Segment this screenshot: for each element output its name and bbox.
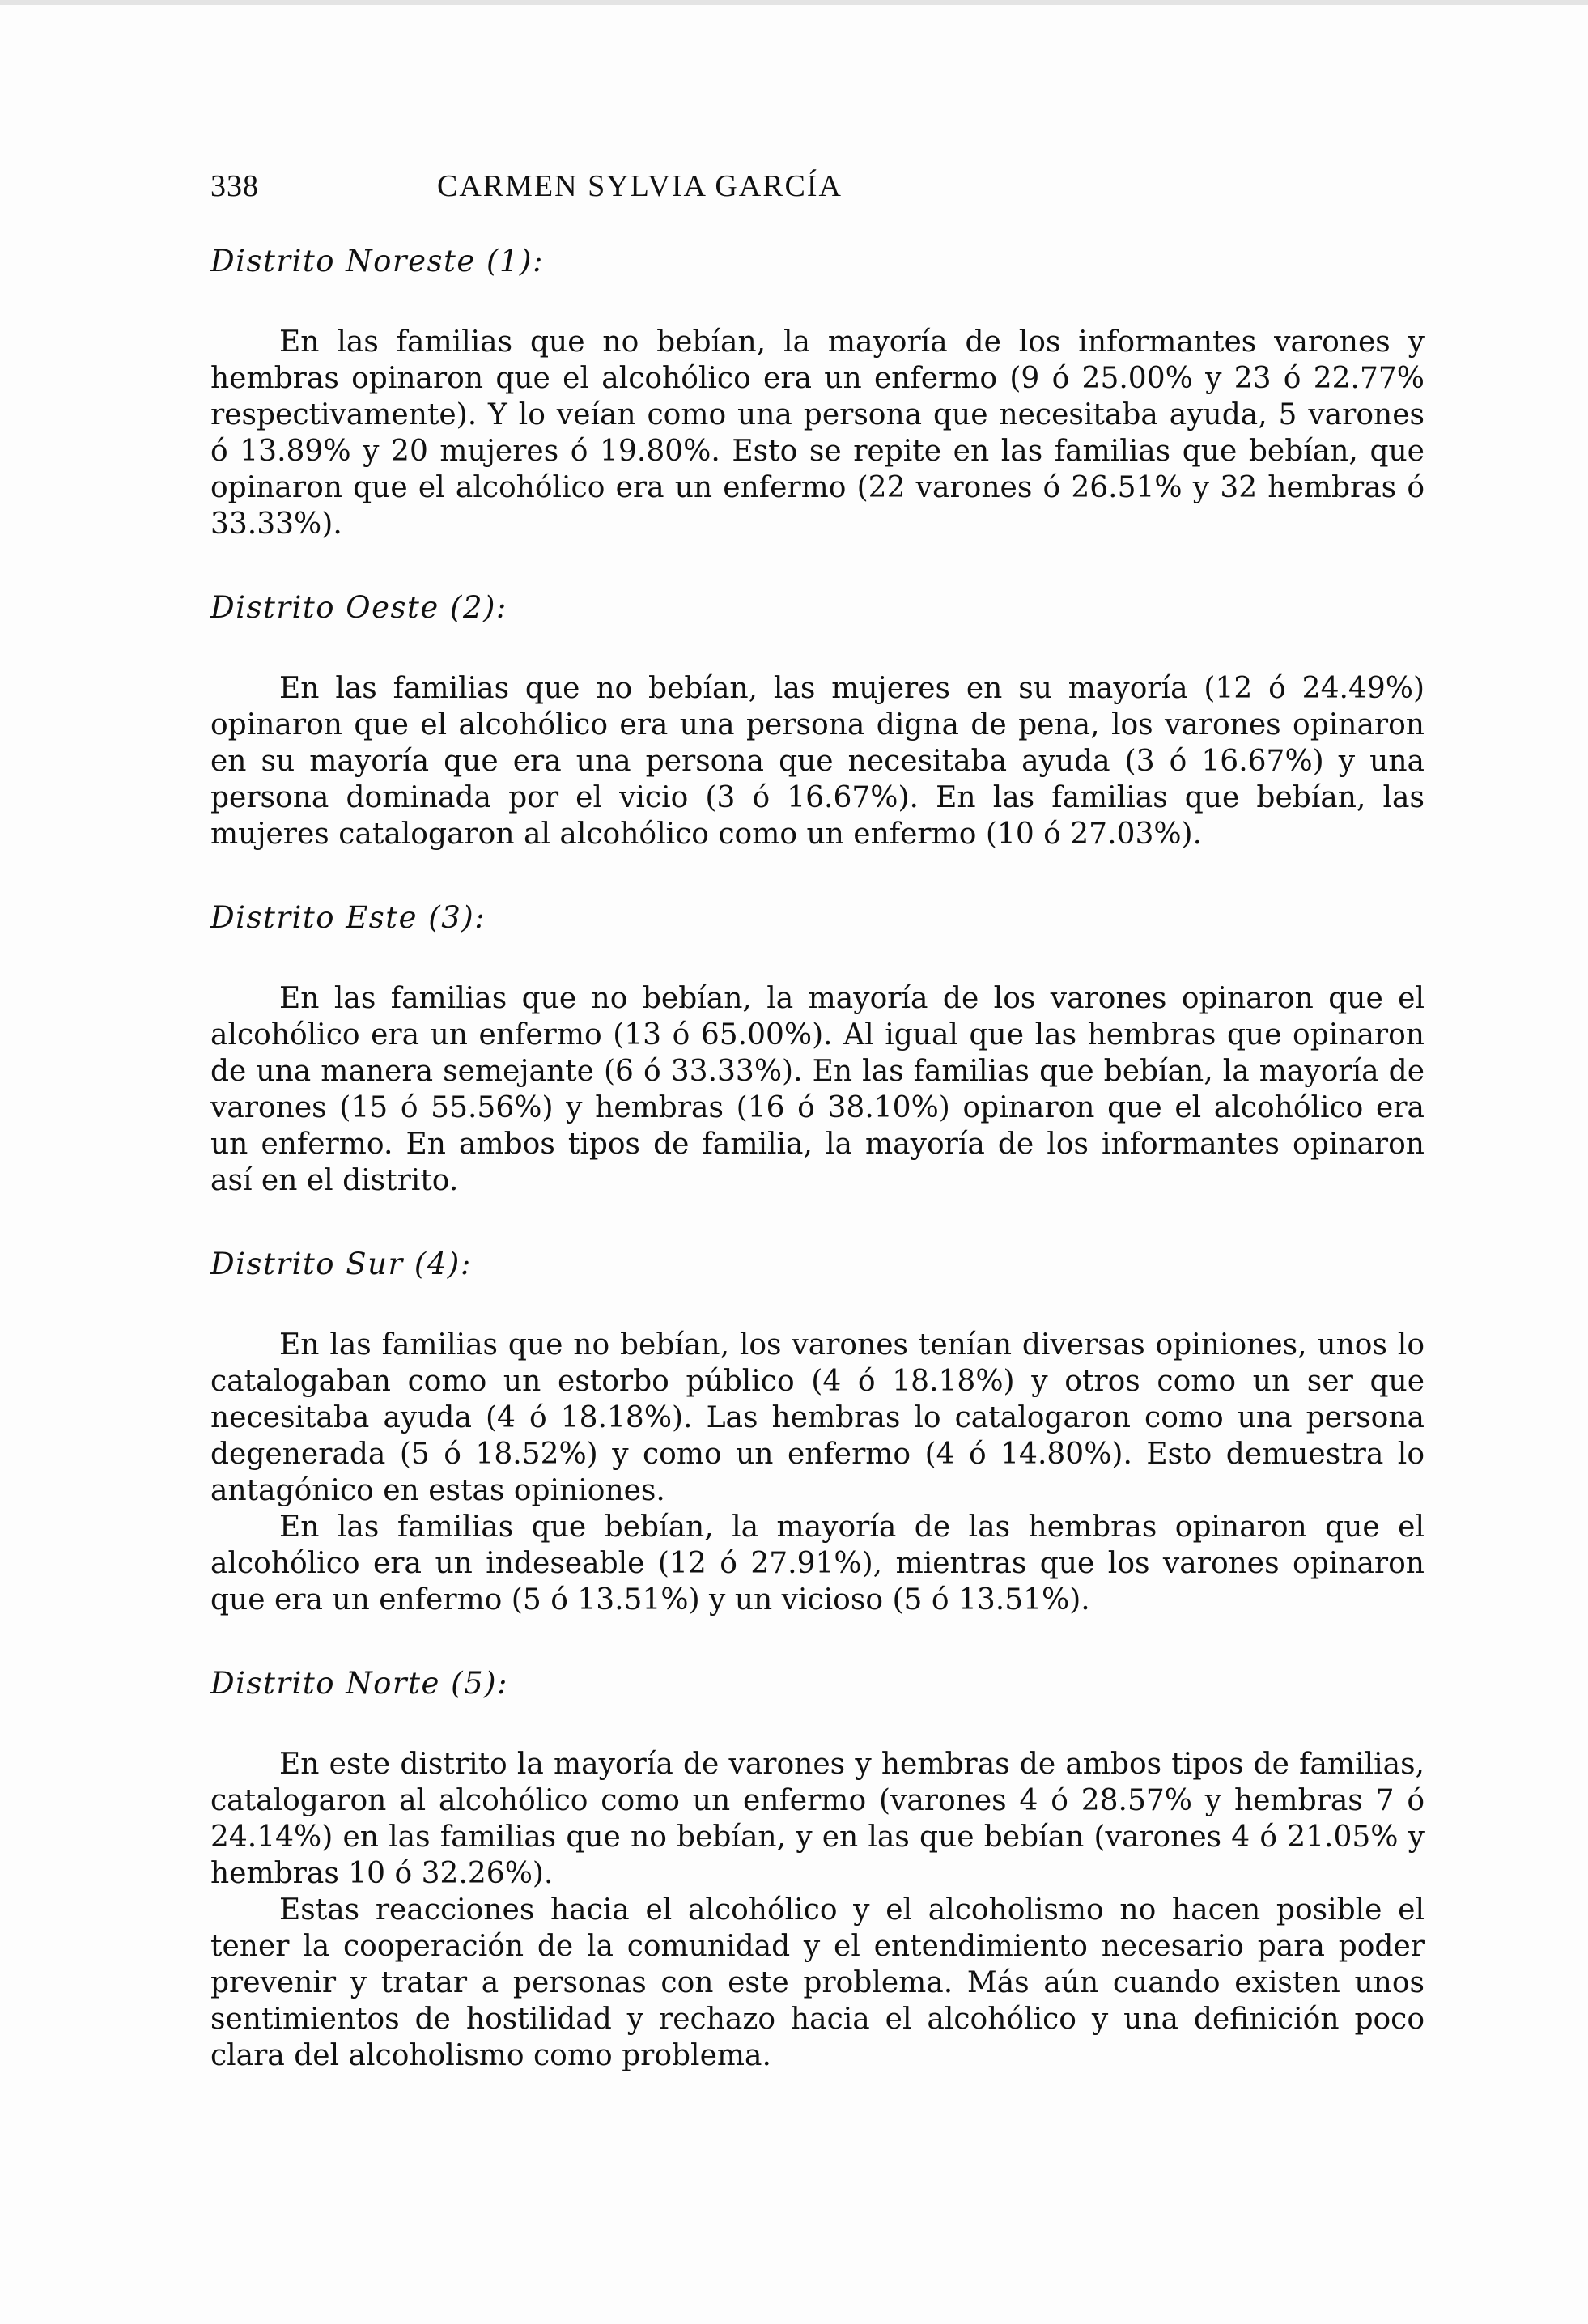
page-header (210, 168, 1425, 217)
section-heading: Distrito Norte (5): (210, 1666, 509, 1701)
paragraph: En las familias que no bebían, la mayoría de los varones opinaron que el alcohólico era un enfermo (13 ó 65.00%). Al igual que las hembras que opinaron de una manera semejante (6 ó 33.33%). En las familias que bebían, la mayoría de varones (15 ó 55.56%) y hembras (16 ó 38.10%) opinaron que el alcohólico era un enfermo. En ambos tipos de familia, la mayoría de los informantes opinaron así en el distrito. (210, 982, 1425, 1197)
section-gap (210, 1199, 1425, 1246)
section-heading: Distrito Sur (4): (210, 1247, 472, 1281)
paragraph: En las familias que no bebían, la mayoría de los informantes varones y hembras opinaron que el alcohólico era un enfermo (9 ó 25.00% y 23 ó 22.77% respectivamente). Y lo veían como una persona que necesitaba ayuda, 5 varones ó 13.89% y 20 mujeres ó 19.80%. Esto se repite en las familias que bebían, que opinaron que el alcohólico era un enfermo (22 varones ó 26.51% y 32 hembras ó 33.33%). (210, 325, 1425, 541)
section-distrito-oeste (210, 589, 1425, 852)
section-heading: Distrito Oeste (2): (210, 590, 507, 625)
section-heading: Distrito Noreste (1): (210, 244, 544, 278)
paragraph: En las familias que no bebían, los varones tenían diversas opiniones, unos lo catalogaban como un estorbo público (4 ó 18.18%) y otros como un ser que necesitaba ayuda (4 ó 18.18%). Las hembras lo catalogaron como una persona degenerada (5 ó 18.52%) y como un enfermo (4 ó 14.80%). Esto demuestra lo antagónico en estas opiniones. (210, 1328, 1425, 1507)
paragraph: En las familias que no bebían, las mujeres en su mayoría (12 ó 24.49%) opinaron que el alcohólico era una persona digna de pena, los varones opinaron en su mayoría que era una persona que necesitaba ayuda (3 ó 16.67%) y una persona dominada por el vicio (3 ó 16.67%). En las familias que bebían, las mujeres catalogaron al alcohólico como un enfermo (10 ó 27.03%). (210, 672, 1425, 851)
section-distrito-este (210, 899, 1425, 1199)
section-distrito-sur (210, 1246, 1425, 1618)
page-body (210, 243, 1425, 2074)
section-gap (210, 852, 1425, 899)
paragraph: En este distrito la mayoría de varones y hembras de ambos tipos de familias, catalogaron al alcohólico como un enfermo (varones 4 ó 28.57% y hembras 7 ó 24.14%) en las familias que no bebían, y en las que bebían (varones 4 ó 21.05% y hembras 10 ó 32.26%). (210, 1748, 1425, 1890)
paragraph: Estas reacciones hacia el alcohólico y el alcoholismo no hacen posible el tener la cooperación de la comunidad y el entendimiento necesario para poder prevenir y tratar a personas con este problema. Más aún cuando existen unos sentimientos de hostilidad y rechazo hacia el alcohólico y una definición poco clara del alcoholismo como problema. (210, 1893, 1425, 2072)
section-heading: Distrito Este (3): (210, 900, 486, 935)
section-gap (210, 542, 1425, 589)
section-distrito-norte (210, 1665, 1425, 2074)
running-head: CARMEN SYLVIA GARCÍA (437, 169, 843, 203)
section-distrito-noreste (210, 243, 1425, 542)
paragraph: En las familias que bebían, la mayoría de las hembras opinaron que el alcohólico era un indeseable (12 ó 27.91%), mientras que los varones opinaron que era un enfermo (5 ó 13.51%) y un vicioso (5 ó 13.51%). (210, 1510, 1425, 1617)
section-gap (210, 1618, 1425, 1665)
page-number: 338 (210, 169, 259, 203)
